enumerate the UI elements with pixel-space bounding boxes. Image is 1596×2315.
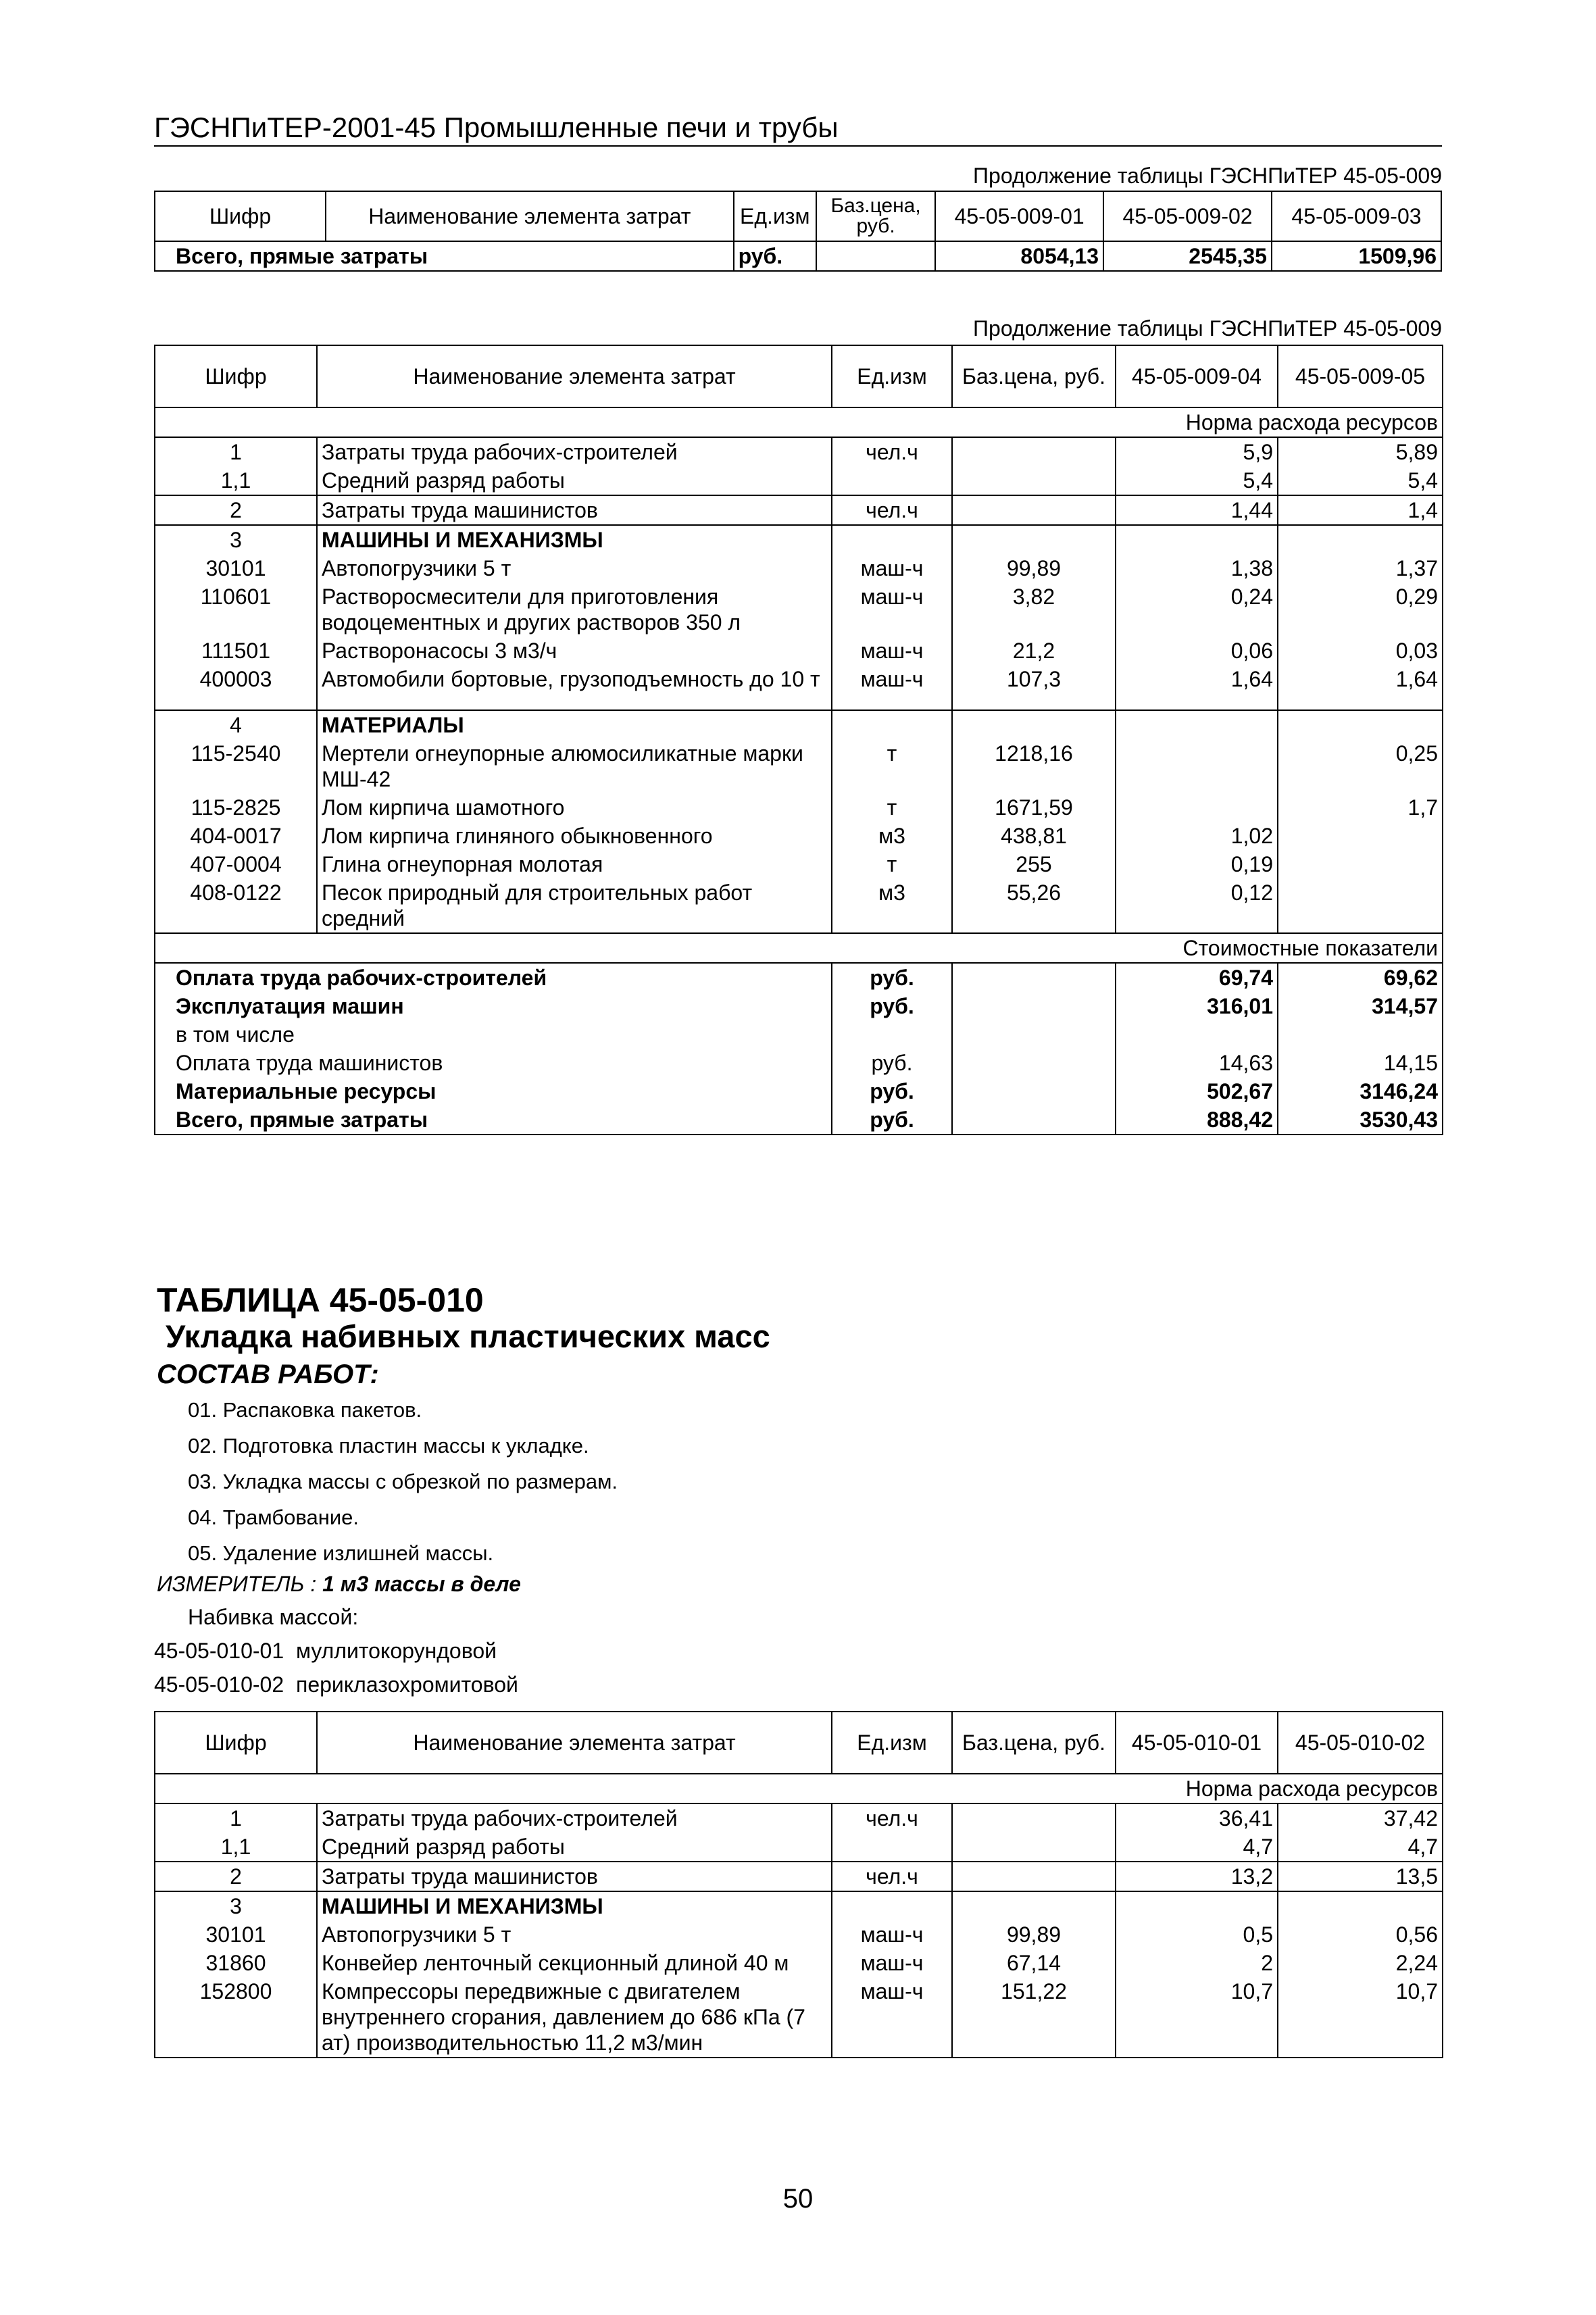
spacer-cell — [317, 693, 832, 710]
table-3 — [154, 1711, 1443, 2058]
page-header: ГЭСНПиТЕР-2001-45 Промышленные печи и трубы — [154, 111, 839, 143]
t3-cell-code: 1,1 — [155, 1833, 317, 1862]
t2-cell-name: Автомобили бортовые, грузоподъемность до 10 т — [317, 665, 832, 693]
t2-col-unit: Ед.изм — [832, 345, 952, 407]
t2-col-price: Баз.цена, руб. — [952, 345, 1116, 407]
t3-cell-code: 152800 — [155, 1977, 317, 2058]
t2-cell-unit — [832, 466, 952, 495]
t3-cell-v2: 37,42 — [1278, 1803, 1443, 1833]
t2-cell-unit: маш-ч — [832, 582, 952, 637]
cost-v2: 314,57 — [1278, 992, 1443, 1020]
t2-cell-code: 30101 — [155, 554, 317, 582]
t1-total-unit: руб. — [734, 241, 816, 271]
t3-cell-name: Автопогрузчики 5 т — [317, 1920, 832, 1949]
t1-total-label: Всего, прямые затраты — [155, 241, 734, 271]
t2-cell-v2 — [1278, 710, 1443, 739]
t2-cell-code: 110601 — [155, 582, 317, 637]
t3-cell-v2: 4,7 — [1278, 1833, 1443, 1862]
table-row — [155, 1803, 1443, 1833]
t2-col-name: Наименование элемента затрат — [317, 345, 832, 407]
cost-v1: 502,67 — [1116, 1077, 1278, 1105]
t2-cell-v1: 1,38 — [1116, 554, 1278, 582]
table-row — [155, 637, 1443, 665]
t2-cell-v1: 0,12 — [1116, 878, 1278, 933]
table-row — [155, 1949, 1443, 1977]
table-row — [155, 466, 1443, 495]
t2-cost-label: Стоимостные показатели — [155, 933, 1443, 963]
t2-cell-code: 1,1 — [155, 466, 317, 495]
t3-cell-v2: 13,5 — [1278, 1862, 1443, 1891]
cost-v2: 14,15 — [1278, 1049, 1443, 1077]
variant-name: периклазохромитовой — [296, 1672, 518, 1697]
t2-cell-code: 3 — [155, 525, 317, 554]
t2-cell-code: 111501 — [155, 637, 317, 665]
cost-label: Всего, прямые затраты — [155, 1105, 832, 1135]
t3-col-v1: 45-05-010-01 — [1116, 1712, 1278, 1774]
t2-cell-name: Глина огнеупорная молотая — [317, 850, 832, 878]
cost-price — [952, 992, 1116, 1020]
t1-col-unit: Ед.изм — [734, 191, 816, 241]
t2-cell-v2 — [1278, 525, 1443, 554]
t1-total-price — [816, 241, 935, 271]
t3-cell-name: Затраты труда машинистов — [317, 1862, 832, 1891]
t1-total-v2: 2545,35 — [1103, 241, 1272, 271]
spacer-cell — [952, 693, 1116, 710]
t2-cell-v2: 1,4 — [1278, 495, 1443, 525]
t3-cell-code: 3 — [155, 1891, 317, 1920]
t2-cell-name: Лом кирпича глиняного обыкновенного — [317, 822, 832, 850]
work-list — [188, 1392, 618, 1571]
spacer-cell — [832, 693, 952, 710]
cost-row — [155, 1105, 1443, 1135]
t2-cell-name: Песок природный для строительных работ средний — [317, 878, 832, 933]
table-row — [155, 495, 1443, 525]
t2-cell-v1: 0,06 — [1116, 637, 1278, 665]
t2-cell-price: 438,81 — [952, 822, 1116, 850]
t2-cell-price: 255 — [952, 850, 1116, 878]
t2-cell-v1 — [1116, 739, 1278, 793]
cost-price — [952, 1020, 1116, 1049]
t2-cell-unit: чел.ч — [832, 437, 952, 466]
work-item: 03. Укладка массы с обрезкой по размерам. — [188, 1470, 618, 1493]
table-row — [155, 1891, 1443, 1920]
table-row — [155, 1862, 1443, 1891]
t2-cell-v1: 5,4 — [1116, 466, 1278, 495]
measure-value: 1 м3 массы в деле — [322, 1572, 521, 1596]
t2-cell-unit: т — [832, 793, 952, 822]
cost-v2 — [1278, 1020, 1443, 1049]
cost-v1: 14,63 — [1116, 1049, 1278, 1077]
cost-label: Оплата труда рабочих-строителей — [155, 963, 832, 992]
t2-cell-v1: 5,9 — [1116, 437, 1278, 466]
t2-cell-v1: 0,19 — [1116, 850, 1278, 878]
cost-price — [952, 963, 1116, 992]
table-subtitle: Укладка набивных пластических масс — [166, 1318, 770, 1354]
t3-col-code: Шифр — [155, 1712, 317, 1774]
t2-cell-code: 408-0122 — [155, 878, 317, 933]
t2-cell-price: 55,26 — [952, 878, 1116, 933]
table-1 — [154, 191, 1442, 272]
t2-cell-price: 3,82 — [952, 582, 1116, 637]
t2-cell-v1: 1,02 — [1116, 822, 1278, 850]
table-row — [155, 822, 1443, 850]
cost-label: Эксплуатация машин — [155, 992, 832, 1020]
t3-cell-name: Затраты труда рабочих-строителей — [317, 1803, 832, 1833]
t2-cell-unit: т — [832, 739, 952, 793]
cost-label: в том числе — [155, 1020, 832, 1049]
t2-cell-v1: 1,64 — [1116, 665, 1278, 693]
variant-2 — [154, 1672, 518, 1697]
table-row — [155, 878, 1443, 933]
t3-cell-v1 — [1116, 1891, 1278, 1920]
t3-col-v2: 45-05-010-02 — [1278, 1712, 1443, 1774]
t2-cell-v1 — [1116, 710, 1278, 739]
table-row — [155, 554, 1443, 582]
t2-cell-name: Затраты труда машинистов — [317, 495, 832, 525]
page-number: 50 — [782, 2184, 814, 2214]
t1-col-v3: 45-05-009-03 — [1272, 191, 1441, 241]
t2-cell-unit — [832, 710, 952, 739]
t1-continuation: Продолжение таблицы ГЭСНПиТЕР 45-05-009 — [973, 164, 1442, 188]
t2-cell-unit — [832, 525, 952, 554]
t2-cell-name: МАТЕРИАЛЫ — [317, 710, 832, 739]
cost-row — [155, 1020, 1443, 1049]
t2-cell-v2 — [1278, 850, 1443, 878]
cost-v1 — [1116, 1020, 1278, 1049]
t2-cell-v2: 0,03 — [1278, 637, 1443, 665]
t1-total-v3: 1509,96 — [1272, 241, 1441, 271]
t3-cell-price — [952, 1803, 1116, 1833]
cost-row — [155, 963, 1443, 992]
table-row — [155, 665, 1443, 693]
t2-cell-price — [952, 437, 1116, 466]
t3-cell-v2: 0,56 — [1278, 1920, 1443, 1949]
t2-cell-unit: т — [832, 850, 952, 878]
t3-cell-name: Компрессоры передвижные с двигателем внутреннего сгорания, давлением до 686 кПа (7 ат) производительностью 11,2 м3/мин — [317, 1977, 832, 2058]
work-item: 02. Подготовка пластин массы к укладке. — [188, 1434, 589, 1458]
cost-unit: руб. — [832, 1077, 952, 1105]
t2-cell-unit: чел.ч — [832, 495, 952, 525]
t3-cell-v1: 2 — [1116, 1949, 1278, 1977]
t2-cell-code: 407-0004 — [155, 850, 317, 878]
t2-cell-price — [952, 466, 1116, 495]
t2-cell-name: Затраты труда рабочих-строителей — [317, 437, 832, 466]
cost-price — [952, 1105, 1116, 1135]
table-title: ТАБЛИЦА 45-05-010 — [157, 1281, 484, 1319]
t2-cell-v2: 1,7 — [1278, 793, 1443, 822]
cost-row — [155, 1049, 1443, 1077]
variant-name: муллитокорундовой — [296, 1639, 497, 1663]
t2-cell-price — [952, 710, 1116, 739]
cost-unit: руб. — [832, 1049, 952, 1077]
t1-col-name: Наименование элемента затрат — [326, 191, 734, 241]
t3-cell-v2: 2,24 — [1278, 1949, 1443, 1977]
t2-continuation: Продолжение таблицы ГЭСНПиТЕР 45-05-009 — [973, 316, 1442, 341]
measure-line — [157, 1572, 521, 1597]
t2-cell-name: Средний разряд работы — [317, 466, 832, 495]
t2-cell-price — [952, 495, 1116, 525]
t2-cell-v2: 0,25 — [1278, 739, 1443, 793]
cost-unit: руб. — [832, 1105, 952, 1135]
t2-cell-v1 — [1116, 525, 1278, 554]
cost-v2: 3146,24 — [1278, 1077, 1443, 1105]
table-2 — [154, 345, 1443, 1135]
t3-cell-unit: маш-ч — [832, 1920, 952, 1949]
t3-cell-name: Средний разряд работы — [317, 1833, 832, 1862]
t3-cell-code: 30101 — [155, 1920, 317, 1949]
t2-cell-code: 404-0017 — [155, 822, 317, 850]
t2-cell-price — [952, 525, 1116, 554]
t2-col-v1: 45-05-009-04 — [1116, 345, 1278, 407]
t3-cell-name: МАШИНЫ И МЕХАНИЗМЫ — [317, 1891, 832, 1920]
variant-1 — [154, 1639, 497, 1664]
t2-cell-name: Автопогрузчики 5 т — [317, 554, 832, 582]
t2-cell-unit: м3 — [832, 878, 952, 933]
t3-cell-v2 — [1278, 1891, 1443, 1920]
table-row — [155, 525, 1443, 554]
cost-unit: руб. — [832, 992, 952, 1020]
t2-cell-name: МАШИНЫ И МЕХАНИЗМЫ — [317, 525, 832, 554]
table-row — [155, 1977, 1443, 2058]
cost-price — [952, 1049, 1116, 1077]
t2-cell-v1 — [1116, 793, 1278, 822]
t3-cell-unit — [832, 1833, 952, 1862]
t2-cell-name: Растворосмесители для приготовления водоцементных и других растворов 350 л — [317, 582, 832, 637]
t2-cell-v2 — [1278, 878, 1443, 933]
t3-col-unit: Ед.изм — [832, 1712, 952, 1774]
table-row — [155, 1920, 1443, 1949]
table-row — [155, 739, 1443, 793]
spacer-cell — [1116, 693, 1278, 710]
t3-cell-price: 151,22 — [952, 1977, 1116, 2058]
t2-cell-price: 107,3 — [952, 665, 1116, 693]
t3-cell-v1: 10,7 — [1116, 1977, 1278, 2058]
t2-col-v2: 45-05-009-05 — [1278, 345, 1443, 407]
t3-cell-name: Конвейер ленточный секционный длиной 40 м — [317, 1949, 832, 1977]
cost-v2: 69,62 — [1278, 963, 1443, 992]
variant-code: 45-05-010-02 — [154, 1672, 284, 1697]
cost-unit: руб. — [832, 963, 952, 992]
t2-cell-name: Мертели огнеупорные алюмосиликатные марки МШ-42 — [317, 739, 832, 793]
work-item: 01. Распаковка пакетов. — [188, 1398, 422, 1422]
t2-cell-price: 21,2 — [952, 637, 1116, 665]
t2-cell-code: 2 — [155, 495, 317, 525]
t3-col-name: Наименование элемента затрат — [317, 1712, 832, 1774]
t1-col-code: Шифр — [155, 191, 326, 241]
t3-norm-label: Норма расхода ресурсов — [155, 1774, 1443, 1803]
t2-cell-unit: маш-ч — [832, 554, 952, 582]
t3-cell-code: 1 — [155, 1803, 317, 1833]
t1-col-price: Баз.цена, руб. — [816, 191, 935, 241]
table-row — [155, 1833, 1443, 1862]
cost-row — [155, 992, 1443, 1020]
cost-row — [155, 1077, 1443, 1105]
t3-cell-v1: 4,7 — [1116, 1833, 1278, 1862]
cost-label: Материальные ресурсы — [155, 1077, 832, 1105]
t2-cell-code: 115-2825 — [155, 793, 317, 822]
t2-cell-code: 1 — [155, 437, 317, 466]
table-row — [155, 850, 1443, 878]
t3-col-price: Баз.цена, руб. — [952, 1712, 1116, 1774]
t3-cell-unit: маш-ч — [832, 1949, 952, 1977]
t2-cell-name: Лом кирпича шамотного — [317, 793, 832, 822]
t2-cell-v2: 0,29 — [1278, 582, 1443, 637]
work-title: СОСТАВ РАБОТ: — [157, 1360, 379, 1389]
t2-cell-v1: 0,24 — [1116, 582, 1278, 637]
cost-v2: 3530,43 — [1278, 1105, 1443, 1135]
t3-cell-price: 99,89 — [952, 1920, 1116, 1949]
spacer-cell — [1278, 693, 1443, 710]
cost-label: Оплата труда машинистов — [155, 1049, 832, 1077]
work-item: 04. Трамбование. — [188, 1505, 359, 1529]
fill-label: Набивка массой: — [188, 1605, 359, 1629]
t2-cell-price: 1671,59 — [952, 793, 1116, 822]
t3-cell-code: 31860 — [155, 1949, 317, 1977]
work-item: 05. Удаление излишней массы. — [188, 1541, 494, 1565]
t2-cell-unit: маш-ч — [832, 665, 952, 693]
t3-cell-v1: 36,41 — [1116, 1803, 1278, 1833]
t3-cell-v1: 13,2 — [1116, 1862, 1278, 1891]
measure-label: ИЗМЕРИТЕЛЬ : — [157, 1572, 317, 1596]
variant-code: 45-05-010-01 — [154, 1639, 284, 1663]
header-rule — [154, 145, 1442, 147]
t2-cell-v2: 1,37 — [1278, 554, 1443, 582]
t1-col-v2: 45-05-009-02 — [1103, 191, 1272, 241]
t3-cell-v2: 10,7 — [1278, 1977, 1443, 2058]
t2-cell-v1: 1,44 — [1116, 495, 1278, 525]
cost-unit — [832, 1020, 952, 1049]
t2-cell-unit: маш-ч — [832, 637, 952, 665]
t2-cell-v2 — [1278, 822, 1443, 850]
table-row — [155, 437, 1443, 466]
t3-cell-price — [952, 1833, 1116, 1862]
spacer-row — [155, 693, 1443, 710]
t3-cell-price: 67,14 — [952, 1949, 1116, 1977]
cost-v1: 316,01 — [1116, 992, 1278, 1020]
table-row — [155, 710, 1443, 739]
t1-total-v1: 8054,13 — [935, 241, 1103, 271]
table-row — [155, 793, 1443, 822]
t3-cell-unit: маш-ч — [832, 1977, 952, 2058]
t3-cell-price — [952, 1862, 1116, 1891]
t2-cell-v2: 1,64 — [1278, 665, 1443, 693]
t2-cell-v2: 5,4 — [1278, 466, 1443, 495]
t3-cell-unit: чел.ч — [832, 1803, 952, 1833]
cost-v1: 888,42 — [1116, 1105, 1278, 1135]
t3-cell-unit: чел.ч — [832, 1862, 952, 1891]
t3-cell-code: 2 — [155, 1862, 317, 1891]
cost-v1: 69,74 — [1116, 963, 1278, 992]
spacer-cell — [155, 693, 317, 710]
t2-cell-code: 4 — [155, 710, 317, 739]
t3-cell-price — [952, 1891, 1116, 1920]
t2-norm-label: Норма расхода ресурсов — [155, 407, 1443, 437]
t2-cell-price: 99,89 — [952, 554, 1116, 582]
t2-cell-unit: м3 — [832, 822, 952, 850]
t3-cell-v1: 0,5 — [1116, 1920, 1278, 1949]
table-row — [155, 582, 1443, 637]
t2-cell-v2: 5,89 — [1278, 437, 1443, 466]
t2-cell-price: 1218,16 — [952, 739, 1116, 793]
t3-cell-unit — [832, 1891, 952, 1920]
t1-col-v1: 45-05-009-01 — [935, 191, 1103, 241]
t2-col-code: Шифр — [155, 345, 317, 407]
cost-price — [952, 1077, 1116, 1105]
t2-cell-code: 115-2540 — [155, 739, 317, 793]
t2-cell-code: 400003 — [155, 665, 317, 693]
t2-cell-name: Растворонасосы 3 м3/ч — [317, 637, 832, 665]
